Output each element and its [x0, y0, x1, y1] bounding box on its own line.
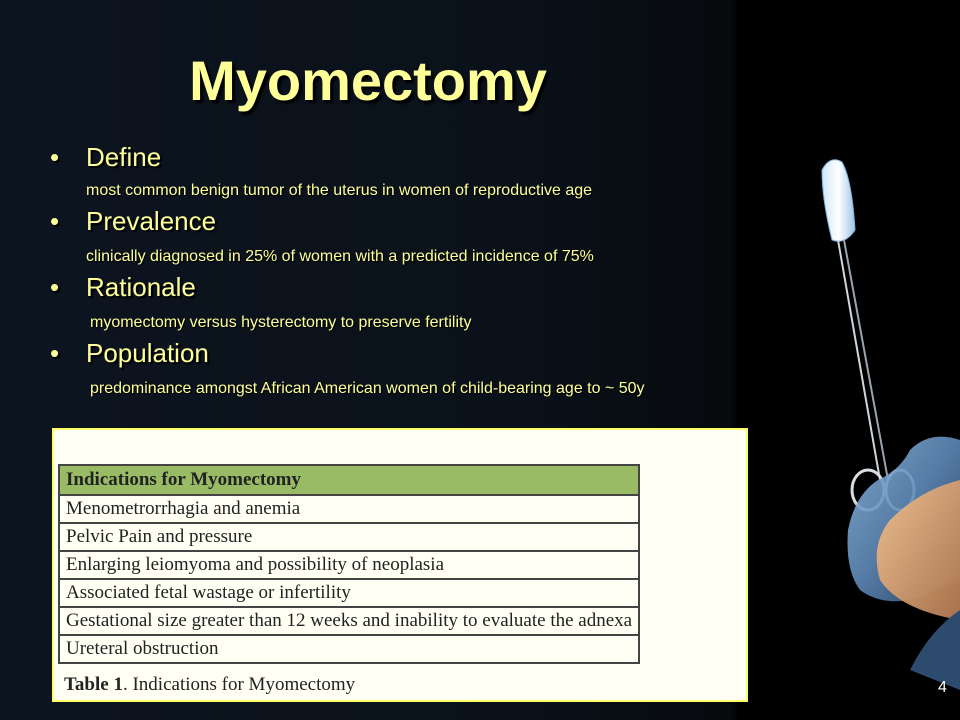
indications-table — [58, 464, 640, 664]
bullet-define — [50, 140, 592, 202]
bullet-dot-icon: • — [50, 338, 60, 368]
table-caption-label: Table 1 — [64, 674, 123, 695]
bullet-dot-icon: • — [50, 142, 60, 172]
bullet-dot-icon: • — [50, 272, 60, 302]
table-header-row — [59, 465, 639, 495]
table-row — [59, 495, 639, 523]
table-row — [59, 551, 639, 579]
surgical-instrument-photo — [760, 150, 960, 710]
bullet-text: most common benign tumor of the uterus in women of reproductive age — [86, 182, 593, 199]
table-row — [59, 607, 639, 635]
table-cell: Menometrorrhagia and anemia — [59, 495, 639, 523]
page-number: 4 — [938, 679, 947, 696]
bullet-heading: Prevalence — [86, 206, 217, 236]
table-row — [59, 635, 639, 663]
bullet-text: clinically diagnosed in 25% of women with a predicted incidence of 75% — [86, 248, 594, 265]
bullet-dot-icon: • — [50, 206, 60, 236]
table-header-cell: Indications for Myomectomy — [59, 465, 639, 495]
table-cell: Enlarging leiomyoma and possibility of neoplasia — [59, 551, 639, 579]
bullet-rationale — [50, 270, 471, 334]
bullet-heading: Rationale — [86, 272, 196, 302]
gloved-hand-icon — [848, 437, 960, 690]
table-caption-text: . Indications for Myomectomy — [122, 674, 356, 695]
bullet-prevalence — [50, 204, 594, 268]
bullet-population — [50, 336, 710, 402]
bullet-heading: Population — [86, 338, 209, 368]
indications-table-card — [52, 428, 748, 702]
table-caption — [64, 674, 355, 696]
table-cell: Pelvic Pain and pressure — [59, 523, 639, 551]
bullet-text: myomectomy versus hysterectomy to preserve fertility — [90, 314, 472, 331]
bullet-text: predominance amongst African American women of child-bearing age to ~ 50y — [90, 380, 645, 397]
slide-title: Myomectomy — [189, 49, 547, 112]
bullet-heading: Define — [86, 142, 162, 172]
table-cell: Gestational size greater than 12 weeks and inability to evaluate the adnexa — [59, 607, 639, 635]
sponge-stick-icon — [822, 160, 914, 510]
table-cell: Associated fetal wastage or infertility — [59, 579, 639, 607]
table-row — [59, 579, 639, 607]
table-row — [59, 523, 639, 551]
table-cell: Ureteral obstruction — [59, 635, 639, 663]
